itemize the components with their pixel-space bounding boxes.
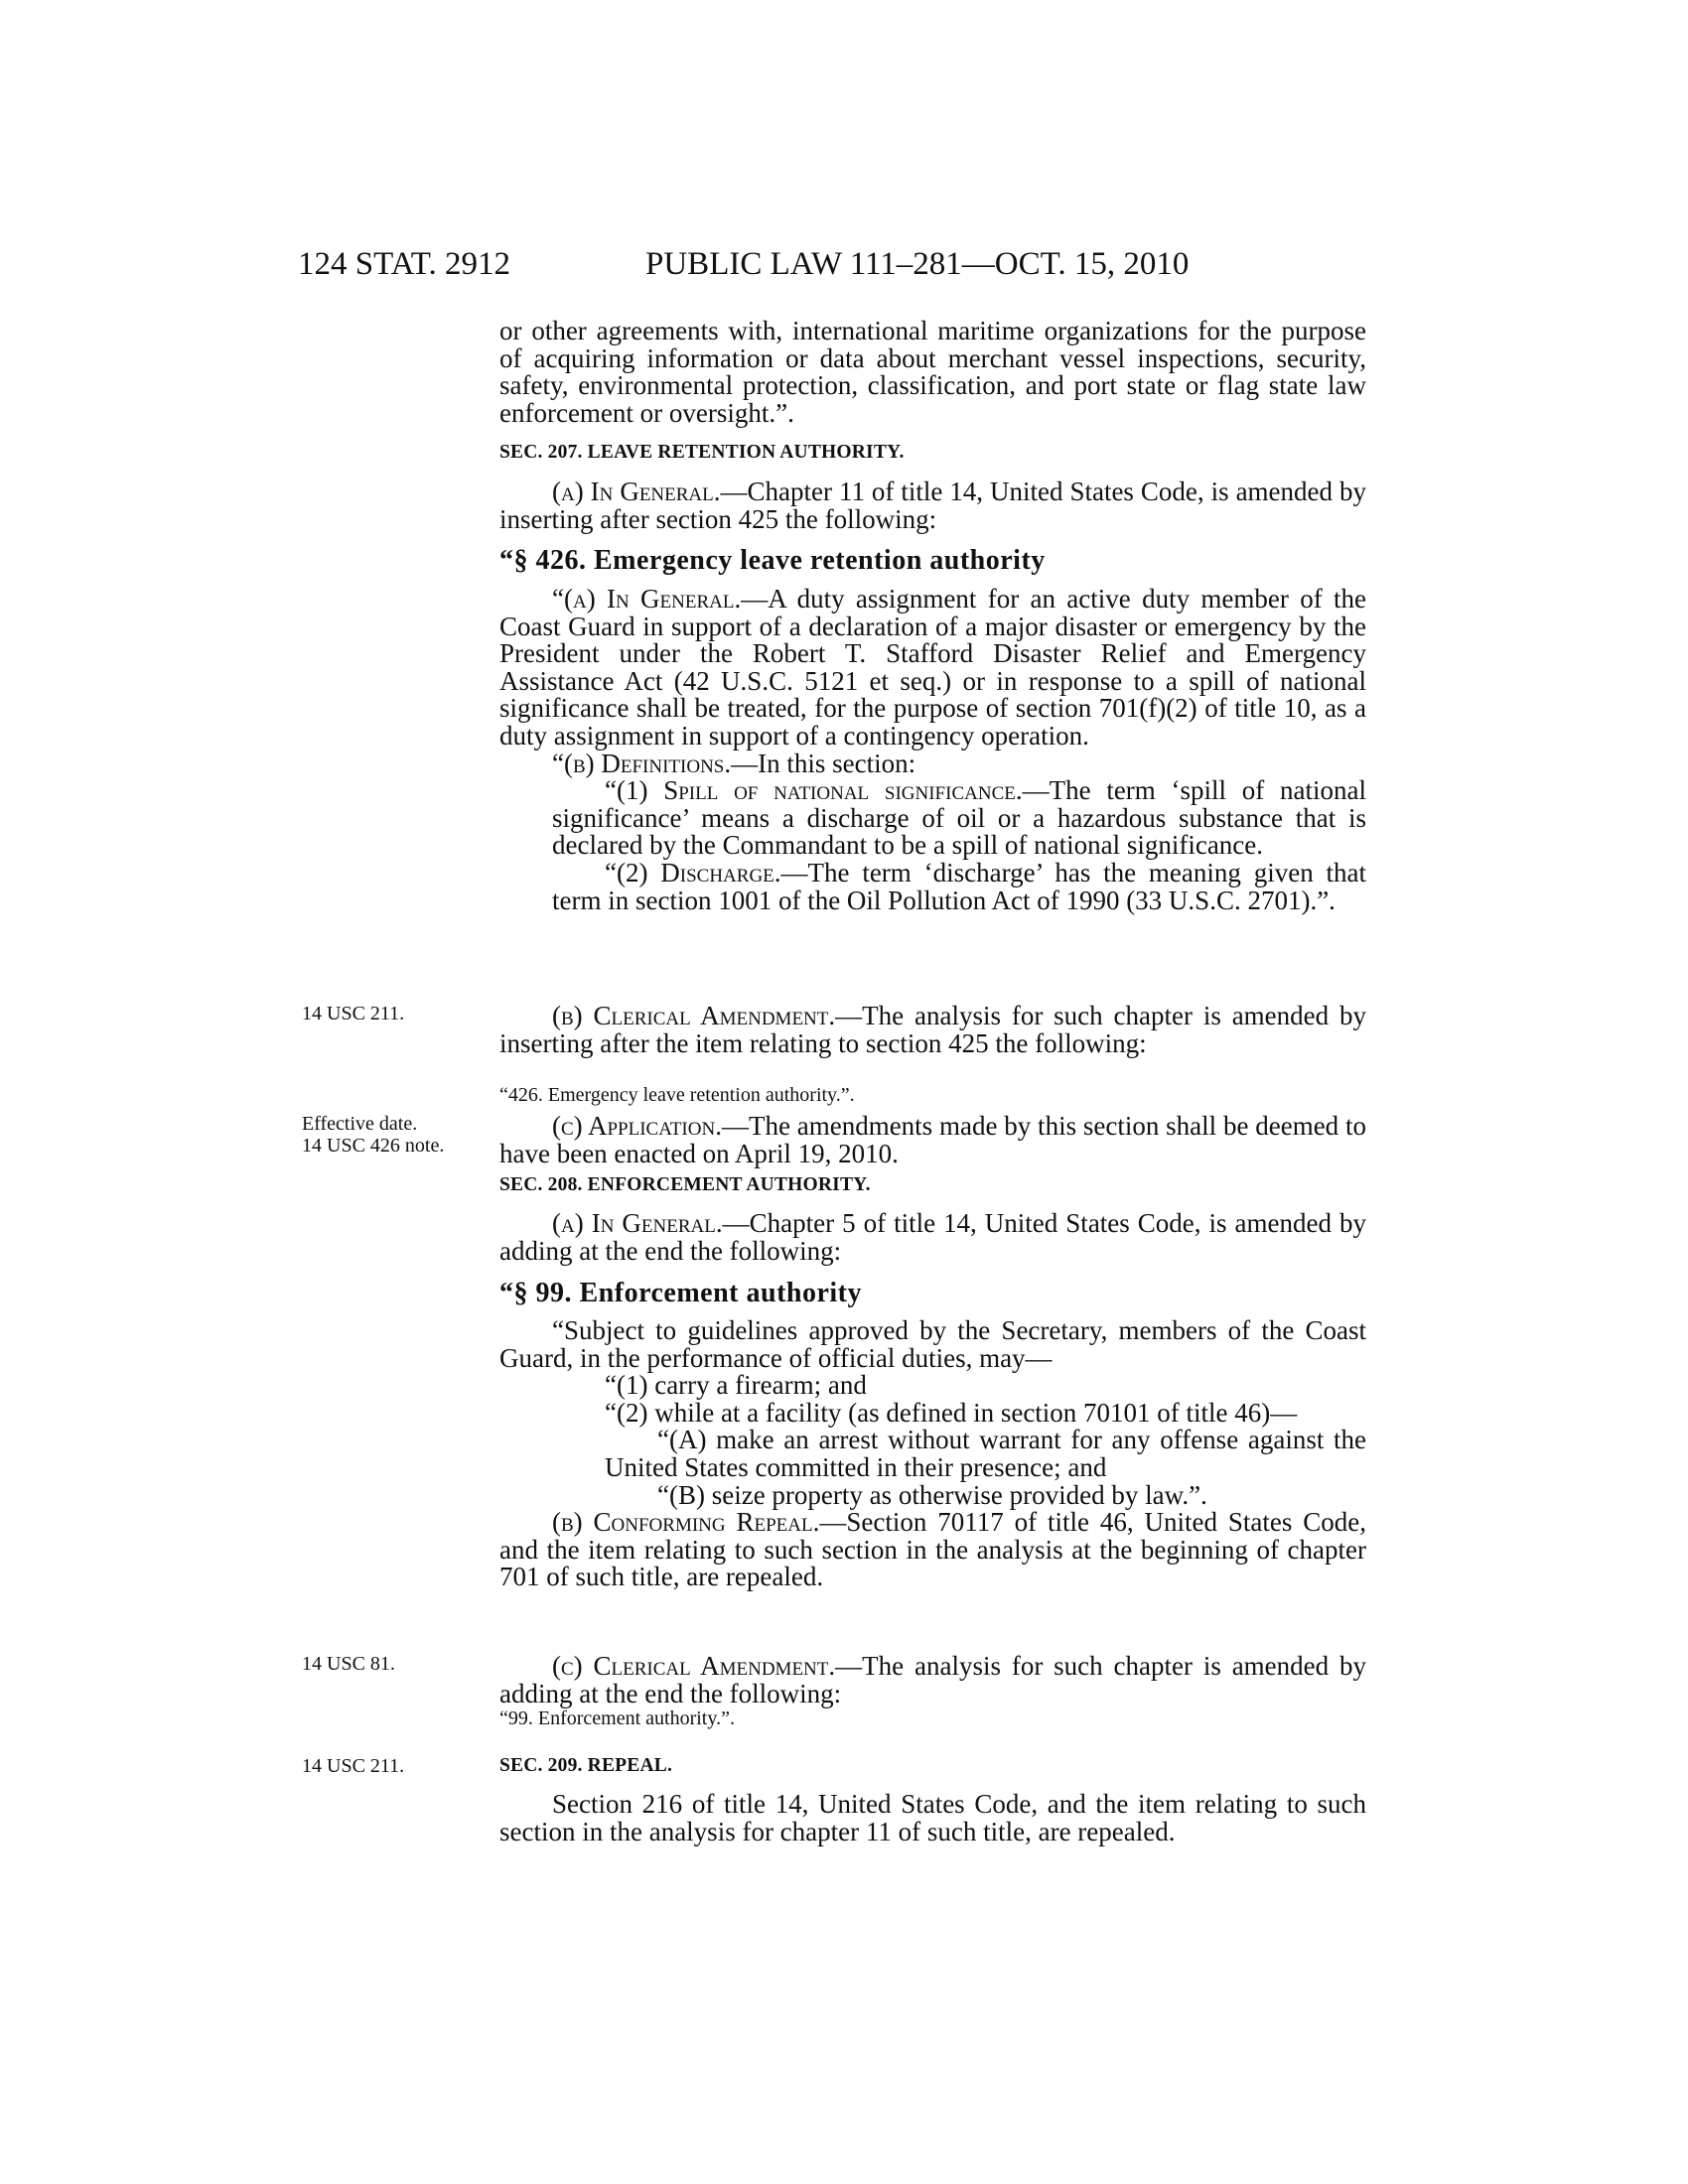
margin-note-effective-date: Effective date. 14 USC 426 note. — [302, 1113, 445, 1157]
margin-note-14-usc-81: 14 USC 81. — [302, 1653, 395, 1675]
sec207-a-paragraph: (a) In General.—Chapter 11 of title 14, United States Code, is amended by inserting after section 425 the following: — [499, 477, 1366, 534]
sec207-c-paragraph: (c) Application.—The amendments made by this section shall be deemed to have been enacted on April 19, 2010. — [499, 1111, 1366, 1168]
section-208-heading: SEC. 208. ENFORCEMENT AUTHORITY. — [499, 1174, 871, 1195]
margin-note-14-usc-211-repeal: 14 USC 211. — [302, 1755, 405, 1777]
section-99-body: “Subject to guidelines approved by the Secretary, members of the Coast Guard, in the performance of official duties, may— “(1) carry a firearm; and “(2) while at a facility (as defined in section 70101 of title 46)— “(A) make an arrest without warrant for any offense against the United States committed in their presence; and “(B) seize property as otherwise provided by law.”. (b) Conforming Repeal.—Section 70117 of title 46, United States Code, and the item relating to such section in the analysis at the beginning of chapter 701 of such title, are repealed. — [499, 1315, 1366, 1592]
sec208-a-paragraph: (a) In General.—Chapter 5 of title 14, United States Code, is amended by adding at the end the following: — [499, 1208, 1366, 1266]
section-209-heading: SEC. 209. REPEAL. — [499, 1755, 673, 1776]
public-law-header: PUBLIC LAW 111–281—OCT. 15, 2010 — [645, 246, 1190, 282]
section-426-body: “(a) In General.—A duty assignment for an active duty member of the Coast Guard in support of a declaration of a major disaster or emergency by the President under the Robert T. Stafford Disaster Relief and Emergency Assistance Act (42 U.S.C. 5121 et seq.) or in response to a spill of national significance shall be treated, for the purpose of section 701(f)(2) of title 10, as a duty assignment in support of a contingency operation. “(b) Definitions.—In this section: “(1) Spill of national significance.—The term ‘spill of national significance’ means a discharge of oil or a hazardous substance that is declared by the Commandant to be a spill of national significance. “(2) Discharge.—The term ‘discharge’ has the meaning given that term in section 1001 of the Oil Pollution Act of 1990 (33 U.S.C. 2701).”. — [499, 584, 1366, 915]
sec209-paragraph: Section 216 of title 14, United States Code, and the item relating to such section in the analysis for chapter 11 of such title, are repealed. — [499, 1789, 1366, 1846]
section-99-title: “§ 99. Enforcement authority — [499, 1278, 862, 1308]
clerical-item-99: “99. Enforcement authority.”. — [499, 1707, 735, 1729]
sec208-c-paragraph: (c) Clerical Amendment.—The analysis for such chapter is amended by adding at the end the following: — [499, 1651, 1367, 1708]
statute-page-number: 124 STAT. 2912 — [298, 246, 511, 282]
section-207-heading: SEC. 207. LEAVE RETENTION AUTHORITY. — [499, 442, 905, 463]
section-426-title: “§ 426. Emergency leave retention authority — [499, 545, 1046, 576]
clerical-item-426: “426. Emergency leave retention authority.”. — [499, 1084, 855, 1106]
margin-note-14-usc-211: 14 USC 211. — [302, 1003, 405, 1024]
sec207-b-paragraph: (b) Clerical Amendment.—The analysis for such chapter is amended by inserting after the item relating to section 425 the following: — [499, 1001, 1367, 1058]
continued-paragraph: or other agreements with, international maritime organizations for the purpose of acquiring information or data about merchant vessel inspections, security, safety, environmental protection, classification, and port state or flag state law enforcement or oversight.”. — [499, 316, 1366, 428]
